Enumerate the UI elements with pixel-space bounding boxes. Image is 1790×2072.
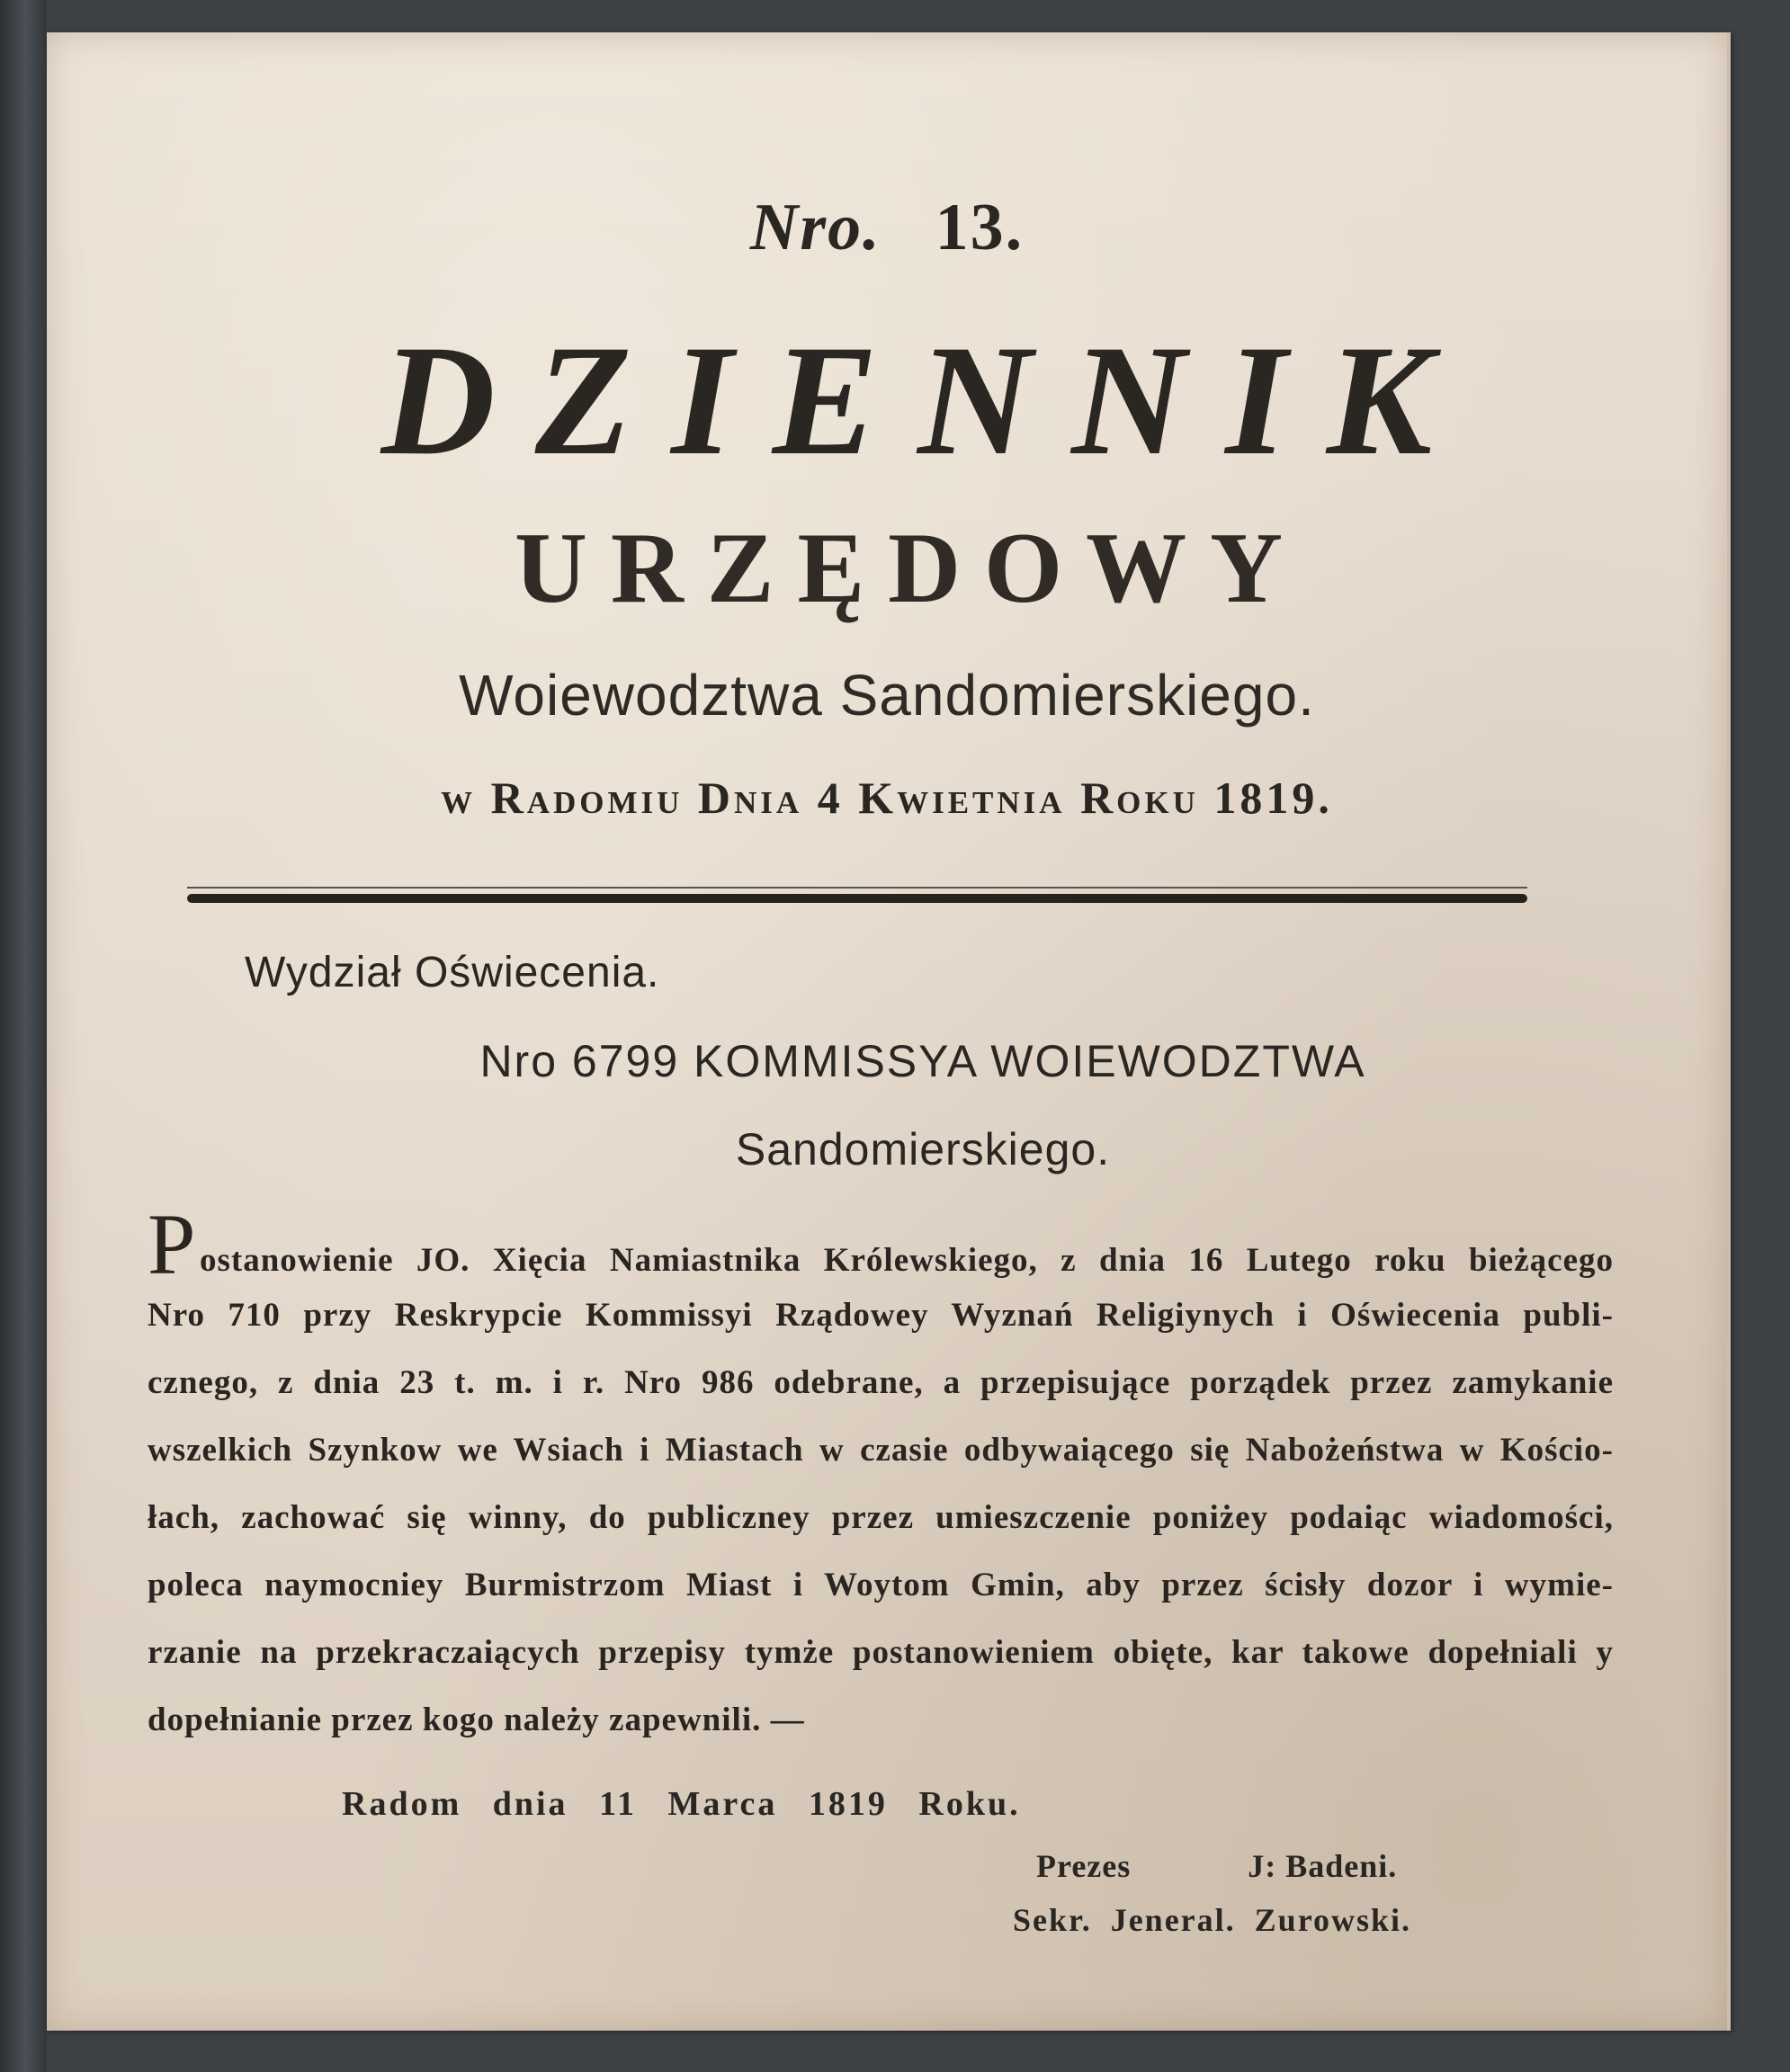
body-line: cznego, z dnia 23 t. m. i r. Nro 986 odebrane, a przepisujące porządek przez zamykanie <box>148 1364 1614 1401</box>
issue-label: Nro. <box>749 191 882 264</box>
drop-initial: P <box>148 1196 197 1292</box>
publication-subtitle: URZĘDOWY <box>514 513 1307 624</box>
president-signature <box>1036 1847 1397 1885</box>
header-rule <box>187 894 1527 903</box>
secretary-signature: Sekr. Jeneral. Zurowski. <box>1013 1902 1412 1938</box>
president-title: Prezes <box>1036 1848 1132 1884</box>
issue-number-value: 13. <box>935 191 1025 264</box>
body-line: łach, zachować się winny, do publiczney przez umieszczenie poniżey podaiąc wiadomości, <box>148 1499 1614 1536</box>
commission-heading: Nro 6799 KOMMISSYA WOIEWODZTWA <box>479 1036 1366 1086</box>
place-and-date: Radom dnia 11 Marca 1819 Roku. <box>342 1785 1021 1823</box>
section-heading: Wydział Oświecenia. <box>245 949 660 996</box>
issue-number <box>47 190 1727 266</box>
document-page <box>47 32 1731 2031</box>
dateline: w Radomiu Dnia 4 Kwietnia Roku 1819. <box>441 773 1333 823</box>
publication-region: Woiewodztwa Sandomierskiego. <box>459 663 1315 728</box>
president-name: J: Badeni. <box>1248 1848 1398 1884</box>
publication-title: DZIENNIK <box>380 313 1472 488</box>
body-line: wszelkich Szynkow we Wsiach i Miastach w czasie odbywaiącego się Nabożeństwa w Kościo- <box>148 1432 1614 1469</box>
binding-strip <box>0 0 47 2072</box>
body-line: rzanie na przekraczaiących przepisy tymże postanowieniem obięte, kar takowe dopełniali y <box>148 1634 1614 1671</box>
decree-body <box>148 1196 1614 1754</box>
header-rule-thin <box>187 887 1527 889</box>
commission-heading-cont: Sandomierskiego. <box>735 1124 1111 1174</box>
body-line: Nro 710 przy Reskrypcie Kommissyi Rządowey Wyznań Religiynych i Oświecenia publi- <box>148 1297 1614 1334</box>
body-line: dopełnianie przez kogo należy zapewnili. — <box>148 1701 805 1738</box>
body-line: poleca naymocniey Burmistrzom Miast i Woytom Gmin, aby przez ścisły dozor i wymie- <box>148 1567 1614 1603</box>
body-line: ostanowienie JO. Xięcia Namiastnika Królewskiego, z dnia 16 Lutego roku bieżącego <box>200 1242 1614 1279</box>
